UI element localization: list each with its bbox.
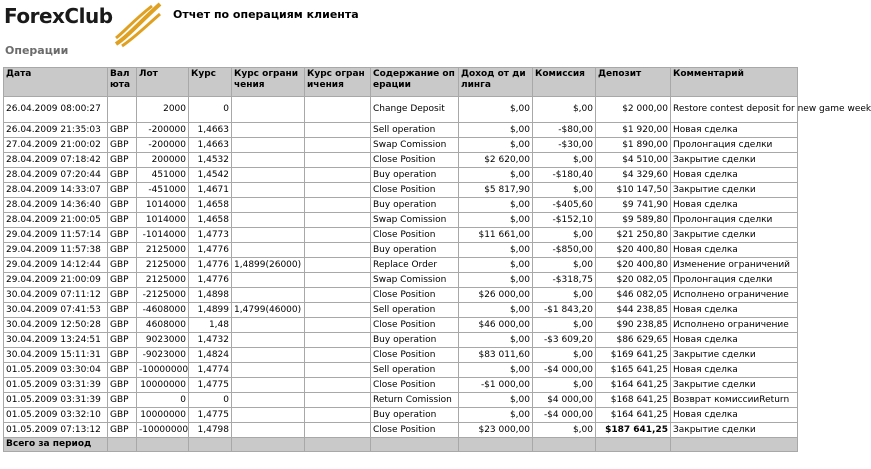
cell-currency: GBP	[108, 363, 137, 378]
cell-lot: -200000	[137, 123, 189, 138]
cell-limit-rate-2	[305, 183, 371, 198]
cell-currency: GBP	[108, 273, 137, 288]
col-header-lot: Лот	[137, 68, 189, 97]
cell-date: 01.05.2009 03:31:39	[4, 393, 108, 408]
cell-date: 27.04.2009 21:00:02	[4, 138, 108, 153]
cell-rate: 1,4773	[189, 228, 232, 243]
cell-deposit: $90 238,85	[596, 318, 671, 333]
total-row	[4, 438, 798, 452]
cell-rate: 1,4774	[189, 363, 232, 378]
cell-lot: -10000000	[137, 363, 189, 378]
cell-comment: Новая сделка	[671, 168, 798, 183]
cell-deposit: $168 641,25	[596, 393, 671, 408]
cell-limit-rate	[232, 318, 305, 333]
cell-deposit: $4 329,60	[596, 168, 671, 183]
cell-lot: 2000	[137, 97, 189, 123]
cell-limit-rate	[232, 333, 305, 348]
cell-currency: GBP	[108, 123, 137, 138]
cell-operation: Buy operation	[371, 333, 459, 348]
cell-currency: GBP	[108, 183, 137, 198]
cell-deposit: $21 250,80	[596, 228, 671, 243]
cell-commission: -$180,40	[533, 168, 596, 183]
cell-rate: 1,4658	[189, 213, 232, 228]
cell-comment: Закрытие сделки	[671, 348, 798, 363]
cell-rate: 1,4658	[189, 198, 232, 213]
table-row	[4, 168, 798, 183]
cell-operation: Close Position	[371, 288, 459, 303]
table-row	[4, 378, 798, 393]
cell-rate: 1,4542	[189, 168, 232, 183]
table-row	[4, 318, 798, 333]
logo-swoosh-icon	[114, 2, 162, 46]
cell-comment: Исполнено ограничение	[671, 288, 798, 303]
cell-currency: GBP	[108, 318, 137, 333]
cell-operation: Sell operation	[371, 363, 459, 378]
cell-operation: Buy operation	[371, 168, 459, 183]
cell-date: 30.04.2009 13:24:51	[4, 333, 108, 348]
cell-rate: 0	[189, 97, 232, 123]
cell-comment: Пролонгация сделки	[671, 138, 798, 153]
cell-currency: GBP	[108, 243, 137, 258]
cell-limit-rate-2	[305, 258, 371, 273]
cell-currency: GBP	[108, 378, 137, 393]
cell-income: $,00	[459, 303, 533, 318]
cell-deposit: $10 147,50	[596, 183, 671, 198]
cell-operation: Close Position	[371, 423, 459, 438]
cell-currency	[108, 97, 137, 123]
cell-rate: 1,4532	[189, 153, 232, 168]
col-header-limit-rate: Курс ограничения	[232, 68, 305, 97]
cell-currency: GBP	[108, 228, 137, 243]
cell-income: $,00	[459, 333, 533, 348]
cell-commission: $,00	[533, 183, 596, 198]
cell-lot: 10000000	[137, 408, 189, 423]
cell-limit-rate	[232, 423, 305, 438]
col-header-operation: Содержание операции	[371, 68, 459, 97]
cell-rate: 1,4776	[189, 243, 232, 258]
cell-commission: $,00	[533, 288, 596, 303]
cell-operation: Close Position	[371, 378, 459, 393]
cell-limit-rate	[232, 288, 305, 303]
cell-date: 26.04.2009 08:00:27	[4, 97, 108, 123]
cell-operation: Sell operation	[371, 123, 459, 138]
cell-currency: GBP	[108, 303, 137, 318]
cell-income: $2 620,00	[459, 153, 533, 168]
cell-currency: GBP	[108, 213, 137, 228]
cell-comment: Возврат комиссииReturn	[671, 393, 798, 408]
cell-income: $,00	[459, 198, 533, 213]
cell-comment: Пролонгация сделки	[671, 273, 798, 288]
col-header-rate: Курс	[189, 68, 232, 97]
cell-limit-rate-2	[305, 423, 371, 438]
cell-date: 26.04.2009 21:35:03	[4, 123, 108, 138]
cell-date: 30.04.2009 07:11:12	[4, 288, 108, 303]
cell-comment: Новая сделка	[671, 198, 798, 213]
cell-commission: -$80,00	[533, 123, 596, 138]
cell-lot: -4608000	[137, 303, 189, 318]
cell-limit-rate-2	[305, 273, 371, 288]
cell-lot: -451000	[137, 183, 189, 198]
table-row	[4, 363, 798, 378]
cell-operation: Close Position	[371, 153, 459, 168]
cell-comment: Закрытие сделки	[671, 153, 798, 168]
cell-limit-rate	[232, 123, 305, 138]
col-header-limit-rate-2: Курс ограничения	[305, 68, 371, 97]
cell-commission: $,00	[533, 228, 596, 243]
cell-currency: GBP	[108, 288, 137, 303]
cell-comment: Restore contest deposit for new game week	[671, 97, 798, 123]
cell-lot: 2125000	[137, 258, 189, 273]
cell-limit-rate-2	[305, 318, 371, 333]
cell-lot: -1014000	[137, 228, 189, 243]
cell-operation: Sell operation	[371, 303, 459, 318]
cell-commission: -$4 000,00	[533, 363, 596, 378]
cell-comment: Новая сделка	[671, 363, 798, 378]
cell-lot: 1014000	[137, 213, 189, 228]
cell-income: $11 661,00	[459, 228, 533, 243]
cell-limit-rate-2	[305, 393, 371, 408]
cell-rate: 1,4798	[189, 423, 232, 438]
cell-operation: Close Position	[371, 183, 459, 198]
cell-lot: 2125000	[137, 273, 189, 288]
cell-currency: GBP	[108, 423, 137, 438]
cell-comment: Новая сделка	[671, 243, 798, 258]
cell-limit-rate	[232, 348, 305, 363]
table-row	[4, 288, 798, 303]
cell-limit-rate	[232, 97, 305, 123]
cell-rate: 1,4671	[189, 183, 232, 198]
report-title: Отчет по операциям клиента	[173, 8, 359, 21]
cell-deposit: $86 629,65	[596, 333, 671, 348]
cell-currency: GBP	[108, 138, 137, 153]
cell-comment: Пролонгация сделки	[671, 213, 798, 228]
cell-deposit: $9 741,90	[596, 198, 671, 213]
operations-table	[3, 67, 871, 452]
cell-limit-rate-2	[305, 198, 371, 213]
cell-operation: Buy operation	[371, 243, 459, 258]
cell-operation: Buy operation	[371, 408, 459, 423]
cell-lot: 0	[137, 393, 189, 408]
cell-lot: 200000	[137, 153, 189, 168]
cell-date: 01.05.2009 03:31:39	[4, 378, 108, 393]
cell-commission: -$4 000,00	[533, 408, 596, 423]
cell-deposit: $164 641,25	[596, 378, 671, 393]
table-row	[4, 243, 798, 258]
cell-limit-rate	[232, 393, 305, 408]
cell-date: 29.04.2009 11:57:38	[4, 243, 108, 258]
cell-commission: $,00	[533, 97, 596, 123]
cell-rate: 1,4898	[189, 288, 232, 303]
cell-limit-rate-2	[305, 213, 371, 228]
cell-limit-rate	[232, 228, 305, 243]
col-header-commission: Комиссия	[533, 68, 596, 97]
cell-rate: 1,4775	[189, 378, 232, 393]
cell-lot: -10000000	[137, 423, 189, 438]
cell-deposit: $2 000,00	[596, 97, 671, 123]
col-header-currency: Валюта	[108, 68, 137, 97]
cell-income: $,00	[459, 138, 533, 153]
cell-comment: Закрытие сделки	[671, 183, 798, 198]
cell-operation: Close Position	[371, 228, 459, 243]
cell-limit-rate-2	[305, 288, 371, 303]
cell-lot: -200000	[137, 138, 189, 153]
table-row	[4, 228, 798, 243]
cell-operation: Swap Comission	[371, 213, 459, 228]
cell-limit-rate-2	[305, 363, 371, 378]
cell-limit-rate: 1,4899(26000)	[232, 258, 305, 273]
cell-commission: -$850,00	[533, 243, 596, 258]
cell-rate: 1,4663	[189, 123, 232, 138]
table-row	[4, 333, 798, 348]
cell-limit-rate	[232, 153, 305, 168]
cell-lot: -2125000	[137, 288, 189, 303]
col-header-comment: Комментарий	[671, 68, 798, 97]
cell-rate: 1,4775	[189, 408, 232, 423]
cell-operation: Swap Comission	[371, 273, 459, 288]
cell-rate: 0	[189, 393, 232, 408]
total-label: Всего за период	[4, 438, 108, 452]
cell-currency: GBP	[108, 393, 137, 408]
table-row	[4, 153, 798, 168]
table-row	[4, 303, 798, 318]
cell-limit-rate	[232, 273, 305, 288]
cell-limit-rate	[232, 168, 305, 183]
cell-income: $,00	[459, 273, 533, 288]
cell-lot: 2125000	[137, 243, 189, 258]
cell-income: -$1 000,00	[459, 378, 533, 393]
cell-commission: -$3 609,20	[533, 333, 596, 348]
cell-limit-rate-2	[305, 123, 371, 138]
cell-operation: Buy operation	[371, 198, 459, 213]
cell-date: 30.04.2009 15:11:31	[4, 348, 108, 363]
table-row	[4, 273, 798, 288]
cell-income: $5 817,90	[459, 183, 533, 198]
cell-income: $46 000,00	[459, 318, 533, 333]
cell-currency: GBP	[108, 168, 137, 183]
cell-date: 30.04.2009 07:41:53	[4, 303, 108, 318]
cell-date: 01.05.2009 03:30:04	[4, 363, 108, 378]
cell-date: 01.05.2009 03:32:10	[4, 408, 108, 423]
cell-deposit: $165 641,25	[596, 363, 671, 378]
cell-rate: 1,4663	[189, 138, 232, 153]
cell-date: 28.04.2009 14:36:40	[4, 198, 108, 213]
cell-operation: Close Position	[371, 318, 459, 333]
table-row	[4, 198, 798, 213]
cell-date: 29.04.2009 11:57:14	[4, 228, 108, 243]
table-row	[4, 393, 798, 408]
cell-commission: $,00	[533, 378, 596, 393]
cell-rate: 1,48	[189, 318, 232, 333]
cell-currency: GBP	[108, 258, 137, 273]
cell-commission: $,00	[533, 423, 596, 438]
cell-limit-rate-2	[305, 228, 371, 243]
cell-operation: Swap Comission	[371, 138, 459, 153]
cell-operation: Replace Order	[371, 258, 459, 273]
cell-deposit: $169 641,25	[596, 348, 671, 363]
cell-deposit: $20 400,80	[596, 258, 671, 273]
col-header-date: Дата	[4, 68, 108, 97]
cell-deposit: $1 890,00	[596, 138, 671, 153]
cell-comment: Закрытие сделки	[671, 378, 798, 393]
cell-limit-rate: 1,4799(46000)	[232, 303, 305, 318]
cell-limit-rate-2	[305, 153, 371, 168]
cell-commission: -$1 843,20	[533, 303, 596, 318]
cell-lot: 9023000	[137, 333, 189, 348]
cell-operation: Return Comission	[371, 393, 459, 408]
cell-currency: GBP	[108, 348, 137, 363]
table-row	[4, 408, 798, 423]
cell-commission: $,00	[533, 153, 596, 168]
col-header-deposit: Депозит	[596, 68, 671, 97]
cell-deposit: $46 082,05	[596, 288, 671, 303]
cell-commission: -$405,60	[533, 198, 596, 213]
cell-commission: -$152,10	[533, 213, 596, 228]
cell-currency: GBP	[108, 198, 137, 213]
cell-income: $,00	[459, 258, 533, 273]
cell-date: 01.05.2009 07:13:12	[4, 423, 108, 438]
cell-currency: GBP	[108, 333, 137, 348]
cell-comment: Новая сделка	[671, 123, 798, 138]
cell-limit-rate	[232, 138, 305, 153]
cell-income: $,00	[459, 123, 533, 138]
cell-currency: GBP	[108, 408, 137, 423]
cell-comment: Исполнено ограничение	[671, 318, 798, 333]
cell-currency: GBP	[108, 153, 137, 168]
cell-lot: -9023000	[137, 348, 189, 363]
cell-limit-rate-2	[305, 97, 371, 123]
cell-limit-rate	[232, 408, 305, 423]
cell-comment: Новая сделка	[671, 303, 798, 318]
section-title: Операции	[5, 44, 69, 57]
table-row	[4, 123, 798, 138]
cell-limit-rate-2	[305, 243, 371, 258]
cell-income: $26 000,00	[459, 288, 533, 303]
cell-limit-rate	[232, 183, 305, 198]
cell-lot: 1014000	[137, 198, 189, 213]
cell-date: 28.04.2009 07:18:42	[4, 153, 108, 168]
cell-date: 29.04.2009 14:12:44	[4, 258, 108, 273]
cell-income: $,00	[459, 213, 533, 228]
cell-rate: 1,4776	[189, 273, 232, 288]
cell-income: $,00	[459, 393, 533, 408]
cell-commission: $,00	[533, 258, 596, 273]
cell-limit-rate-2	[305, 168, 371, 183]
cell-limit-rate	[232, 213, 305, 228]
cell-limit-rate	[232, 198, 305, 213]
cell-limit-rate	[232, 378, 305, 393]
cell-comment: Закрытие сделки	[671, 423, 798, 438]
cell-limit-rate-2	[305, 348, 371, 363]
table-row	[4, 423, 798, 438]
cell-income: $83 011,60	[459, 348, 533, 363]
operations-table-body	[4, 97, 871, 438]
cell-operation: Close Position	[371, 348, 459, 363]
cell-deposit: $164 641,25	[596, 408, 671, 423]
cell-lot: 10000000	[137, 378, 189, 393]
cell-rate: 1,4899	[189, 303, 232, 318]
cell-date: 28.04.2009 07:20:44	[4, 168, 108, 183]
cell-comment: Изменение ограничений	[671, 258, 798, 273]
table-header-row	[4, 68, 798, 97]
cell-rate: 1,4732	[189, 333, 232, 348]
table-row	[4, 183, 798, 198]
cell-comment: Новая сделка	[671, 408, 798, 423]
table-row	[4, 348, 798, 363]
cell-deposit: $44 238,85	[596, 303, 671, 318]
cell-limit-rate-2	[305, 138, 371, 153]
cell-deposit: $20 400,80	[596, 243, 671, 258]
cell-date: 29.04.2009 21:00:09	[4, 273, 108, 288]
cell-deposit: $4 510,00	[596, 153, 671, 168]
cell-commission: $4 000,00	[533, 393, 596, 408]
cell-commission: -$30,00	[533, 138, 596, 153]
cell-limit-rate-2	[305, 333, 371, 348]
cell-lot: 4608000	[137, 318, 189, 333]
cell-date: 28.04.2009 14:33:07	[4, 183, 108, 198]
cell-comment: Закрытие сделки	[671, 228, 798, 243]
table-row	[4, 97, 798, 123]
table-row	[4, 258, 798, 273]
cell-income: $,00	[459, 363, 533, 378]
cell-deposit: $9 589,80	[596, 213, 671, 228]
forexclub-logo	[2, 2, 162, 46]
cell-commission: $,00	[533, 348, 596, 363]
table-row	[4, 138, 798, 153]
cell-income: $23 000,00	[459, 423, 533, 438]
cell-commission: $,00	[533, 318, 596, 333]
col-header-income: Доход от дилинга	[459, 68, 533, 97]
cell-limit-rate	[232, 243, 305, 258]
cell-operation: Change Deposit	[371, 97, 459, 123]
cell-income: $,00	[459, 243, 533, 258]
cell-limit-rate-2	[305, 408, 371, 423]
cell-income: $,00	[459, 408, 533, 423]
cell-deposit: $20 082,05	[596, 273, 671, 288]
cell-date: 30.04.2009 12:50:28	[4, 318, 108, 333]
cell-deposit: $1 920,00	[596, 123, 671, 138]
cell-deposit: $187 641,25	[596, 423, 671, 438]
cell-lot: 451000	[137, 168, 189, 183]
cell-income: $,00	[459, 168, 533, 183]
logo-text: ForexClub	[4, 4, 113, 28]
cell-limit-rate-2	[305, 378, 371, 393]
cell-income: $,00	[459, 97, 533, 123]
cell-date: 28.04.2009 21:00:05	[4, 213, 108, 228]
cell-comment: Новая сделка	[671, 333, 798, 348]
cell-limit-rate-2	[305, 303, 371, 318]
cell-rate: 1,4824	[189, 348, 232, 363]
cell-commission: -$318,75	[533, 273, 596, 288]
table-row	[4, 213, 798, 228]
cell-limit-rate	[232, 363, 305, 378]
cell-rate: 1,4776	[189, 258, 232, 273]
